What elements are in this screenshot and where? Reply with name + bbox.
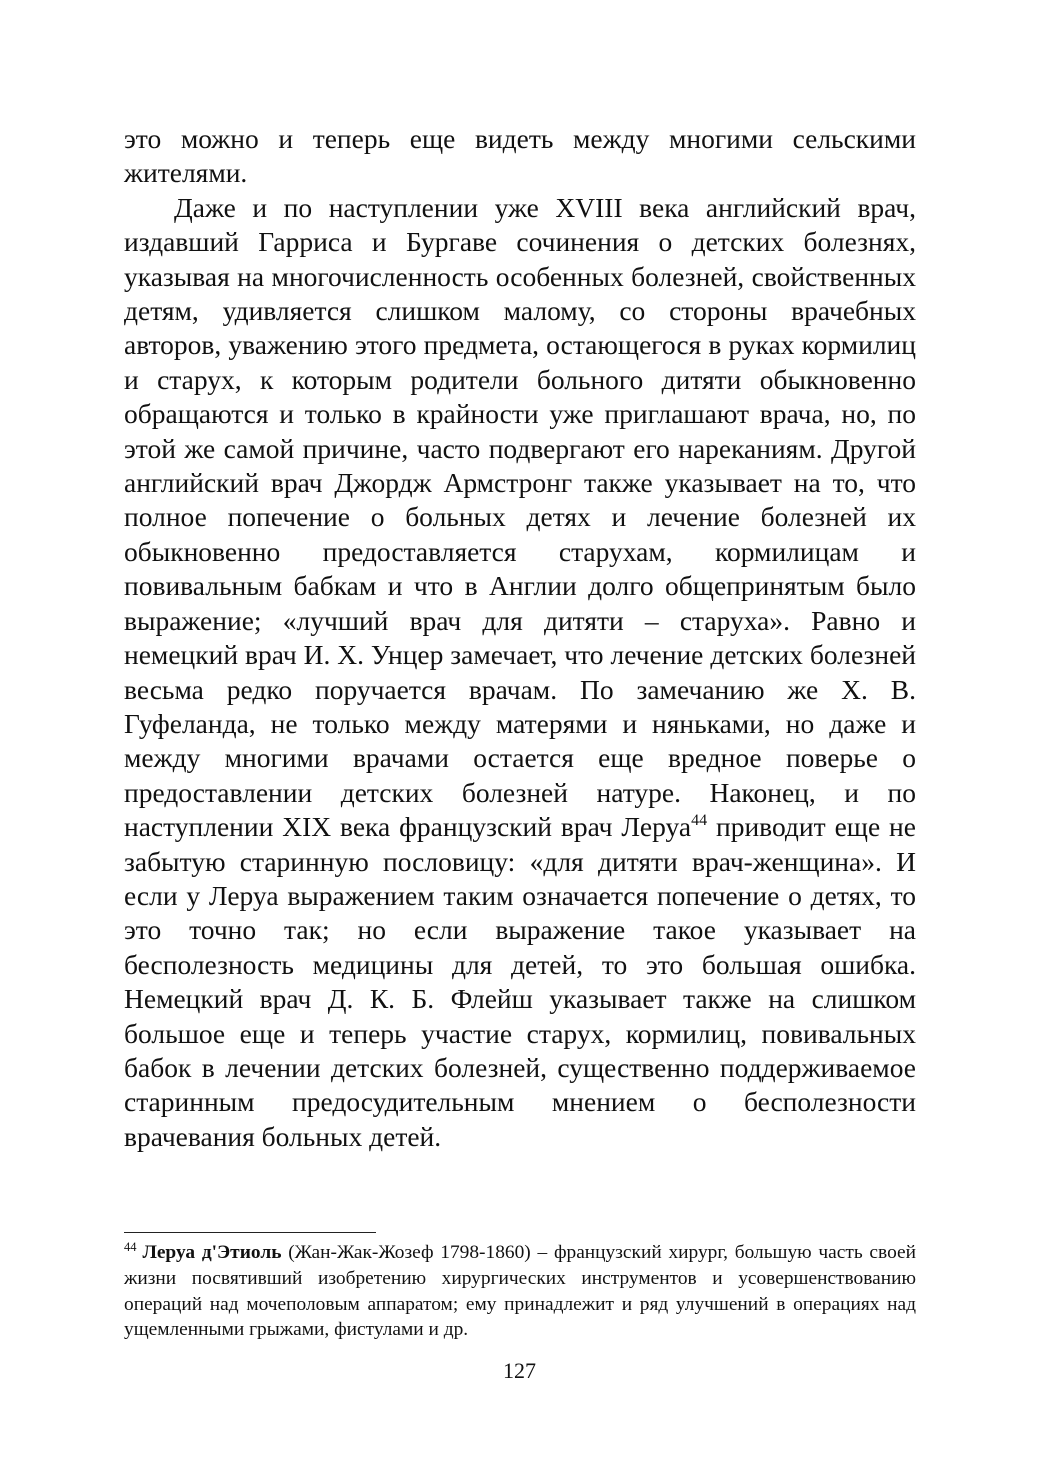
main-text [124,122,916,1154]
footnote [124,1240,916,1343]
footnote-text: (Жан-Жак-Жозеф 1798-1860) – французский хирург, большую часть своей жизни посвятивший изобретению хирургических инструментов и усовершенствованию операций над мочеполовым аппаратом; ему принадлежит и ряд улучшений в операциях над ущемленными грыжами, фистулами и др. [124,1242,916,1341]
footnote-reference[interactable]: 44 [691,812,708,830]
paragraph-main-text-part1: Даже и по наступлении уже XVIII века английский врач, издавший Гарриса и Бургаве сочинения о детских болезнях, указывая на многочисленность особенных болезней, свойственных детям, удивляется слишком малому, со стороны врачебных авторов, уважению этого предмета, остающегося в руках кормилиц и старух, к которым родители больного дитяти обыкновенно обращаются и только в крайности уже приглашают врача, но, по этой же самой причине, часто подвергают его нареканиям. Другой английский врач Джордж Армстронг также указывает на то, что полное попечение о больных детях и лечение болезней их обыкновенно предоставляется старухам, кормилицам и повивальным бабкам и что в Англии долго общепринятым было выражение; «лучший врач для дитяти – старуха». Равно и немецкий врач И. Х. Унцер замечает, что лечение детских болезней весьма редко поручается врачам. По замечанию же Х. В. Гуфеланда, не только между матерями и няньками, но даже и между многими врачами остается еще вредное поверье о предоставлении детских болезней натуре. Наконец, и по наступлении XIX века французский врач Леруа [124,191,916,843]
paragraph-main-text-part2: приводит еще не забытую старинную пословицу: «для дитяти врач-женщина». И если у Леруа выражением таким означается попечение о детях, то это точно так; но если выражение такое указывает на бесполезность медицины для детей, то это большая ошибка. Немецкий врач Д. К. Б. Флейш указывает также на слишком большое еще и теперь участие старух, кормилиц, повивальных бабок в лечении детских болезней, существенно поддерживаемое старинным предосудительным мнением о бесполезности врачевания больных детей. [124,811,916,1152]
footnote-name: Леруа д'Этиоль [142,1242,282,1263]
footnote-separator [124,1232,376,1233]
footnote-number: 44 [124,1240,137,1254]
page-number: 127 [503,1358,536,1383]
paragraph-continued: это можно и теперь еще видеть между многими сельскими жителями. [124,123,916,189]
paragraph-main [124,191,916,1154]
